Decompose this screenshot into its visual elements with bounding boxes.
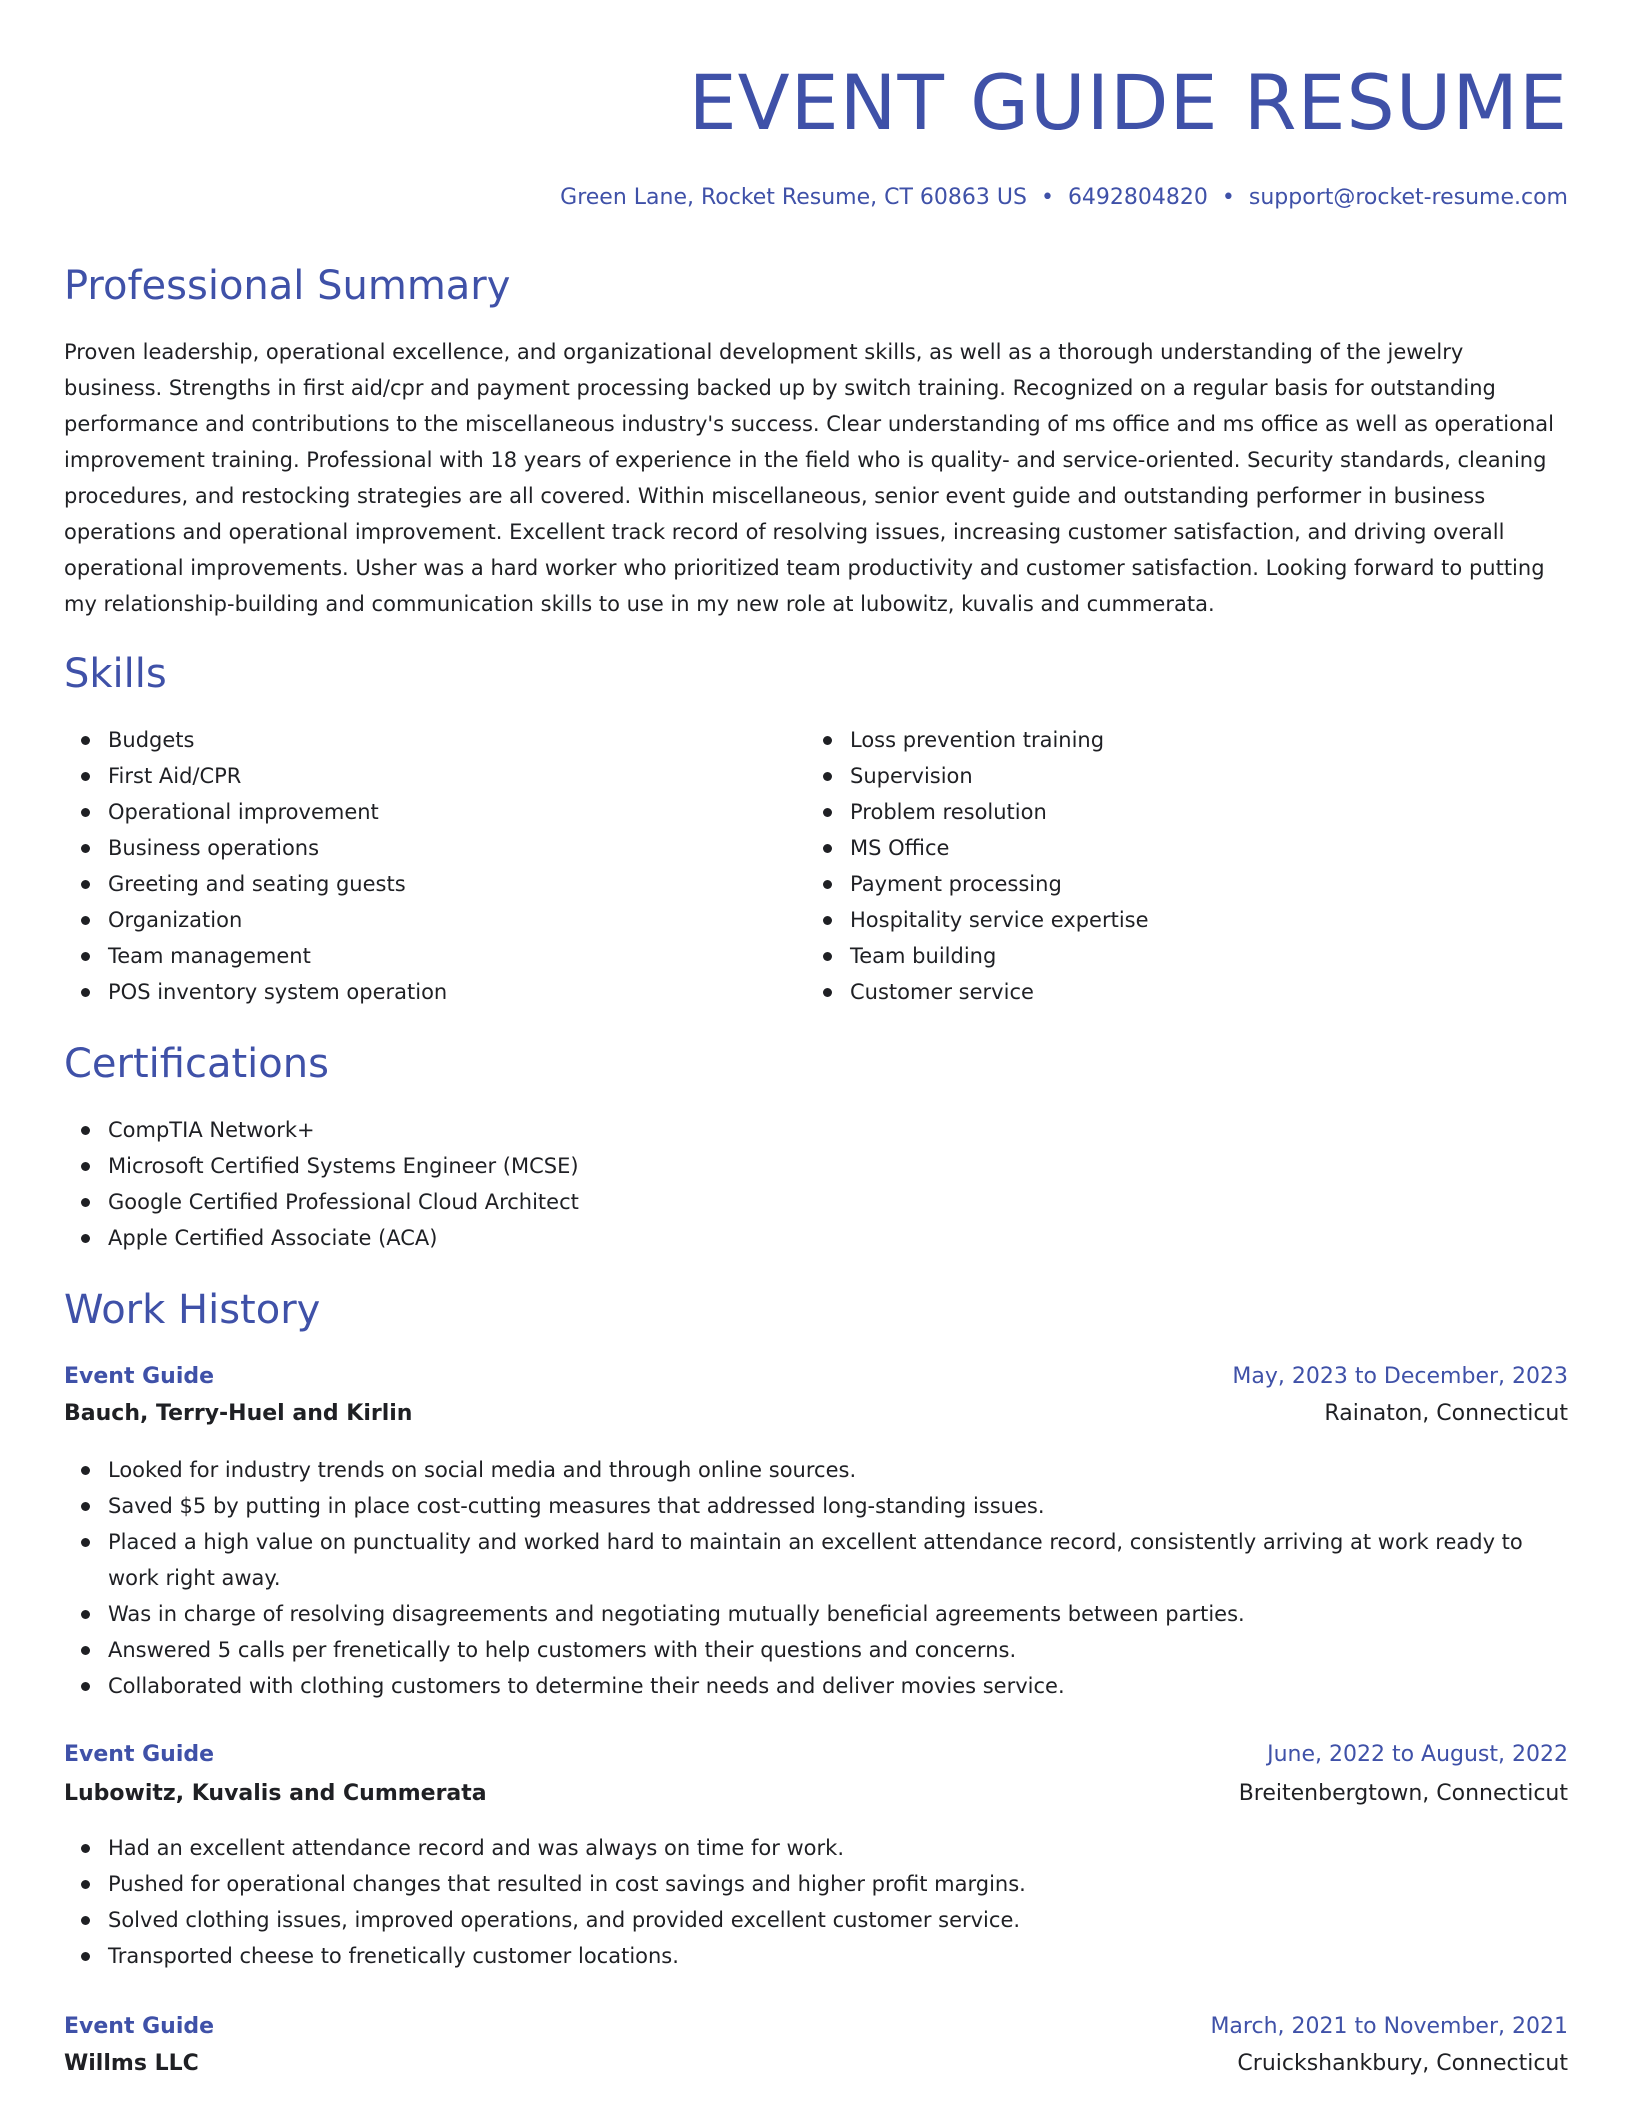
skill-item: Team building	[806, 938, 1506, 974]
job-company: Lubowitz, Kuvalis and Cummerata	[64, 1781, 487, 1806]
skill-item: First Aid/CPR	[64, 758, 764, 794]
skill-item: Hospitality service expertise	[806, 902, 1506, 938]
job-bullet: Saved $5 by putting in place cost-cutting measures that addressed long-standing issues.	[64, 1488, 1534, 1524]
job-location: Breitenbergtown, Connecticut	[1238, 1781, 1568, 1806]
job-dates: May, 2023 to December, 2023	[1232, 1364, 1568, 1389]
certification-item: Microsoft Certified Systems Engineer (MCSE)	[64, 1148, 1568, 1184]
job-title: Event Guide	[64, 1364, 215, 1389]
job-company: Willms LLC	[64, 2051, 199, 2076]
skill-item: Team management	[64, 938, 764, 974]
work-history-heading: Work History	[64, 1287, 321, 1333]
certification-item: Google Certified Professional Cloud Architect	[64, 1184, 1568, 1220]
job-dates: March, 2021 to November, 2021	[1210, 2014, 1568, 2039]
skills-list-right	[806, 722, 1506, 1010]
skills-list-left	[64, 722, 764, 1010]
skill-item: Problem resolution	[806, 794, 1506, 830]
job-location: Cruickshankbury, Connecticut	[1237, 2051, 1568, 2076]
job-bullet: Looked for industry trends on social media and through online sources.	[64, 1452, 1534, 1488]
job-dates: June, 2022 to August, 2022	[1267, 1742, 1568, 1767]
skill-item: Business operations	[64, 830, 764, 866]
certifications-list	[64, 1112, 1568, 1256]
contact-line	[560, 180, 1568, 216]
job-company: Bauch, Terry-Huel and Kirlin	[64, 1401, 413, 1426]
skill-item: Greeting and seating guests	[64, 866, 764, 902]
skill-item: Loss prevention training	[806, 722, 1506, 758]
skill-item: Supervision	[806, 758, 1506, 794]
job-title: Event Guide	[64, 1742, 215, 1767]
skill-item: Organization	[64, 902, 764, 938]
job-bullet: Had an excellent attendance record and was always on time for work.	[64, 1830, 1534, 1866]
job-bullet: Solved clothing issues, improved operations, and provided excellent customer service.	[64, 1902, 1534, 1938]
skills-heading: Skills	[64, 651, 167, 697]
contact-email: support@rocket-resume.com	[1248, 185, 1568, 210]
certifications-heading: Certifications	[64, 1041, 329, 1087]
contact-separator: •	[1221, 185, 1235, 210]
job-bullet: Answered 5 calls per frenetically to help customers with their questions and concerns.	[64, 1632, 1534, 1668]
skill-item: Budgets	[64, 722, 764, 758]
job-location: Rainaton, Connecticut	[1324, 1401, 1568, 1426]
certification-item: CompTIA Network+	[64, 1112, 1568, 1148]
summary-text: Proven leadership, operational excellence, and organizational development skills, as well as a thorough understanding of the jewelry business. Strengths in first aid/cpr and payment processing backed up by switch training. Recognized on a regular basis for outstanding performance and contributions to the miscellaneous industry's success. Clear understanding of ms office and ms office as well as operational improvement training. Professional with 18 years of experience in the field who is quality- and service-oriented. Security standards, cleaning procedures, and restocking strategies are all covered. Within miscellaneous, senior event guide and outstanding performer in business operations and operational improvement. Excellent track record of resolving issues, increasing customer satisfaction, and driving overall operational improvements. Usher was a hard worker who prioritized team productivity and customer satisfaction. Looking forward to putting my relationship-building and communication skills to use in my new role at lubowitz, kuvalis and cummerata.	[64, 340, 1554, 616]
job-bullet: Pushed for operational changes that resulted in cost savings and higher profit margins.	[64, 1866, 1534, 1902]
skill-item: MS Office	[806, 830, 1506, 866]
certification-item: Apple Certified Associate (ACA)	[64, 1220, 1568, 1256]
job-bullets	[64, 1452, 1534, 1704]
skill-item: Operational improvement	[64, 794, 764, 830]
contact-phone: 6492804820	[1067, 185, 1208, 210]
contact-separator: •	[1040, 185, 1054, 210]
skill-item: POS inventory system operation	[64, 974, 764, 1010]
contact-address: Green Lane, Rocket Resume, CT 60863 US	[560, 185, 1027, 210]
job-title: Event Guide	[64, 2014, 215, 2039]
summary-heading: Professional Summary	[64, 263, 511, 309]
resume-title: EVENT GUIDE RESUME	[688, 58, 1568, 147]
job-bullet: Placed a high value on punctuality and worked hard to maintain an excellent attendance record, consistently arriving at work ready to work right away.	[64, 1524, 1534, 1596]
job-bullets	[64, 1830, 1534, 1974]
skill-item: Payment processing	[806, 866, 1506, 902]
job-bullet: Was in charge of resolving disagreements and negotiating mutually beneficial agreements between parties.	[64, 1596, 1534, 1632]
job-bullet: Collaborated with clothing customers to determine their needs and deliver movies service.	[64, 1668, 1534, 1704]
skill-item: Customer service	[806, 974, 1506, 1010]
job-bullet: Transported cheese to frenetically customer locations.	[64, 1938, 1534, 1974]
